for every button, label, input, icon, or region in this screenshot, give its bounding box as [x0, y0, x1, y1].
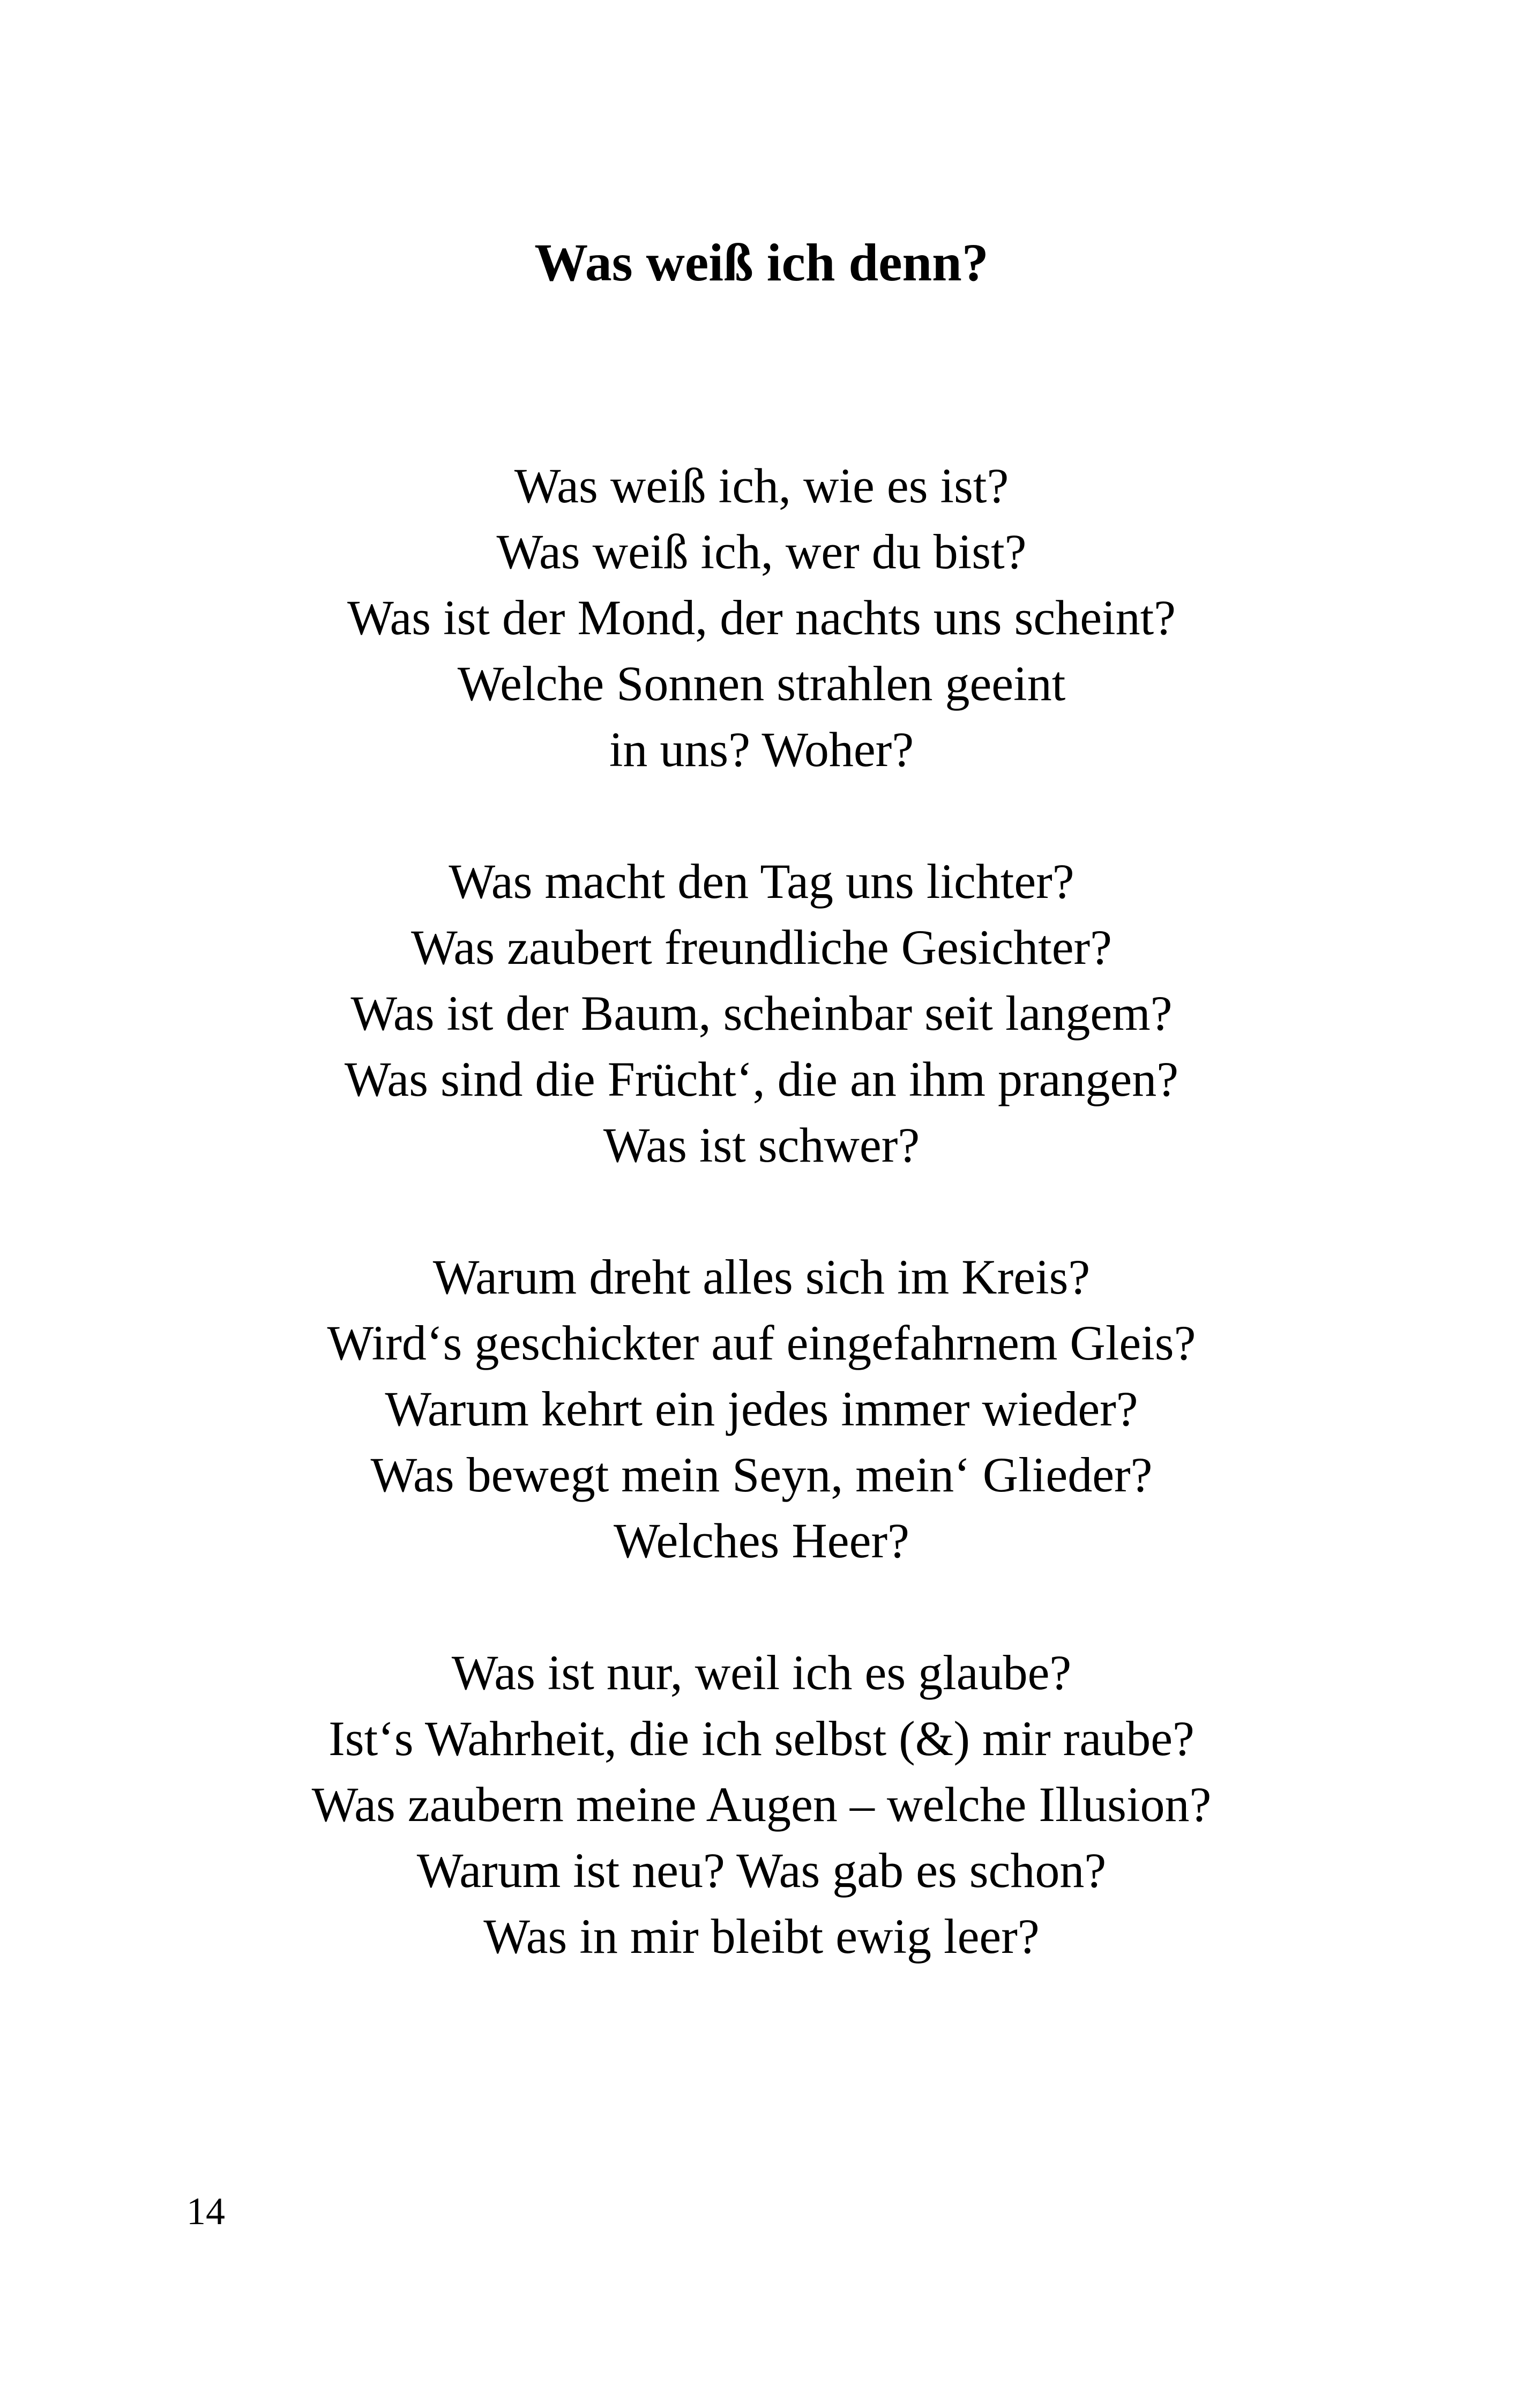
- poem-line: Was sind die Frücht‘, die an ihm prangen?: [344, 1052, 1179, 1106]
- poem-line: in uns? Woher?: [609, 722, 914, 777]
- poem-line: Was ist der Baum, scheinbar seit langem?: [350, 986, 1173, 1041]
- poem-title: Was weiß ich denn?: [534, 233, 989, 292]
- poem-line: Was ist der Mond, der nachts uns scheint?: [347, 590, 1176, 645]
- poem-line: Was zaubern meine Augen – welche Illusion?: [311, 1777, 1212, 1832]
- poem-line: Warum dreht alles sich im Kreis?: [432, 1250, 1091, 1304]
- poem-body: [0, 453, 1523, 2035]
- poem-line: Was zaubert freundliche Gesichter?: [410, 920, 1113, 975]
- poem-line: Was ist nur, weil ich es glaube?: [451, 1645, 1072, 1700]
- poem-line: Was bewegt mein Seyn, mein‘ Glieder?: [370, 1447, 1153, 1502]
- stanza-1: [0, 453, 1523, 783]
- poem-line: Was weiß ich, wer du bist?: [496, 524, 1027, 579]
- page-number: 14: [186, 2190, 225, 2233]
- poem-line: Welches Heer?: [614, 1513, 909, 1568]
- poem-line: Warum ist neu? Was gab es schon?: [416, 1843, 1107, 1898]
- stanza-4: [0, 1640, 1523, 1969]
- poem-line: Wird‘s geschickter auf eingefahrnem Gleis?: [327, 1316, 1196, 1370]
- stanza-3: [0, 1244, 1523, 1574]
- poem-line: Ist‘s Wahrheit, die ich selbst (&) mir raube?: [329, 1711, 1194, 1766]
- poem-line: Was macht den Tag uns lichter?: [449, 854, 1074, 909]
- poem-line: Welche Sonnen strahlen geeint: [457, 656, 1066, 711]
- stanza-2: [0, 849, 1523, 1178]
- poem-line: Warum kehrt ein jedes immer wieder?: [385, 1381, 1138, 1436]
- poem-line: Was in mir bleibt ewig leer?: [483, 1909, 1040, 1964]
- poem-line: Was weiß ich, wie es ist?: [514, 458, 1009, 513]
- poem-line: Was ist schwer?: [603, 1118, 920, 1172]
